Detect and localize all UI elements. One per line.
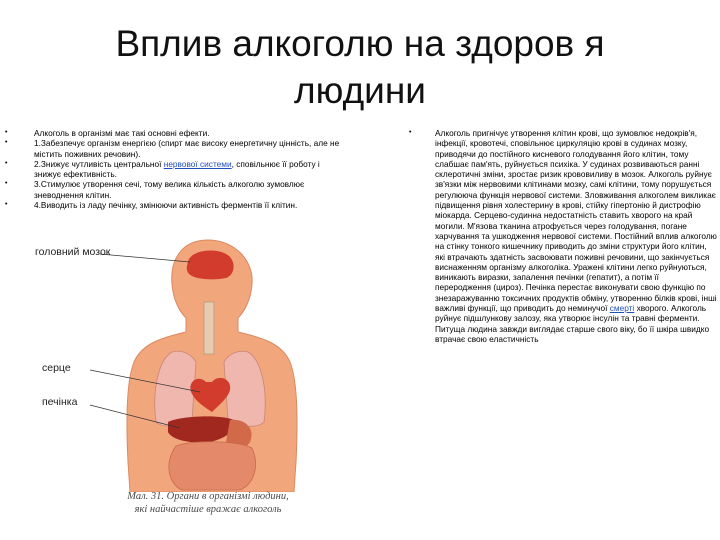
label-brain: головний мозок <box>35 246 111 258</box>
label-heart: серце <box>42 362 71 374</box>
title-line-2: людини <box>294 70 426 111</box>
list-item <box>34 159 344 180</box>
anatomy-figure <box>30 232 360 532</box>
paragraph-text: хворого. Алкоголь руйнує підшлункову залозу, яка утворює інсулін та травні ферменти. Питуща людина завжди виглядає старше свого віку, бо її шкіра швидко втрачає свою еластичність <box>435 303 710 344</box>
human-organs-illustration <box>30 232 360 492</box>
intestines-shape <box>169 442 256 490</box>
list-item <box>34 200 344 210</box>
bullet-text: 4.Виводить із ладу печінку, змінюючи активність ферментів її клітин. <box>34 200 298 211</box>
paragraph-text: Алкоголь пригнічує утворення клітин крові, що зумовлює недокрів'я, інфекції, кровотечі, сповільнює циркуляцію крові в судинах мозку, приводячи до постійного кисневого голодування його клітин, тому слабшає пам'ять, руйнується психіка. У судинах розвиваються ранні склеротичні зміни, зростає ризик крововиливу в мозок. Алкоголь руйнує зв'язки між нервовими клітинами мозку, самі клітини, тому порушується регулююча функція нервової системи. Зловживання алкоголем викликає підвищення рівня холестерину в крові, стійку гіпертонію й дистрофію міокарда. Серцево-судинна недостатність ставить хворого на край могили. М'язова тканина атрофується через голодування, погане харчування та ушкодження нервової системи. Постійний вплив алкоголю на стінку тонкого кишечнику приводить до зміни структури його клітин, які втрачають здатність засвоювати поживні речовини, що закінчується виснаженням організму алкоголіка. Уражені клітини легко руйнуються, виникають виразки, запалення печінки (гепатит), а потім її переродження (цироз). Печінка перестає виконувати свою функцію по знезаражуванню токсичних продуктів обміну, утворенню білків крові, інші важливі функції, що приводить до неминучої <box>435 128 717 314</box>
bullet-text: , сповільнює її роботу і знижує ефективність. <box>34 158 320 180</box>
trachea-shape <box>204 302 214 354</box>
list-item <box>34 138 344 159</box>
right-bullet-list <box>435 128 717 344</box>
left-bullet-list <box>34 128 344 210</box>
list-item <box>34 128 344 138</box>
bullet-text: 1.Забезпечує організм енергією (спирт має високу енергетичну цінність, але не містить поживних речовин). <box>34 138 340 159</box>
list-item <box>435 128 717 344</box>
label-liver: печінка <box>42 396 78 408</box>
brain-shape <box>187 250 234 279</box>
caption-line-2: які найчастіше вражає алкоголь <box>134 504 282 515</box>
figure-caption <box>108 490 308 516</box>
list-item <box>34 179 344 200</box>
bullet-text: 2.Знижує чутливість центральної <box>34 158 164 169</box>
title-line-1: Вплив алкоголю на здоров я <box>115 23 605 64</box>
slide-title <box>60 20 660 114</box>
bullet-text: Алкоголь в організмі має такі основні ефекти. <box>34 128 210 138</box>
caption-line-1: Мал. 31. Органи в організмі людини, <box>127 491 289 502</box>
bullet-text: 3.Стимулює утворення сечі, тому велика кількість алкоголю зумовлює зневоднення клітин. <box>34 179 305 200</box>
nervous-system-link[interactable]: нервової системи <box>163 158 232 169</box>
death-link[interactable]: смерті <box>609 303 635 314</box>
